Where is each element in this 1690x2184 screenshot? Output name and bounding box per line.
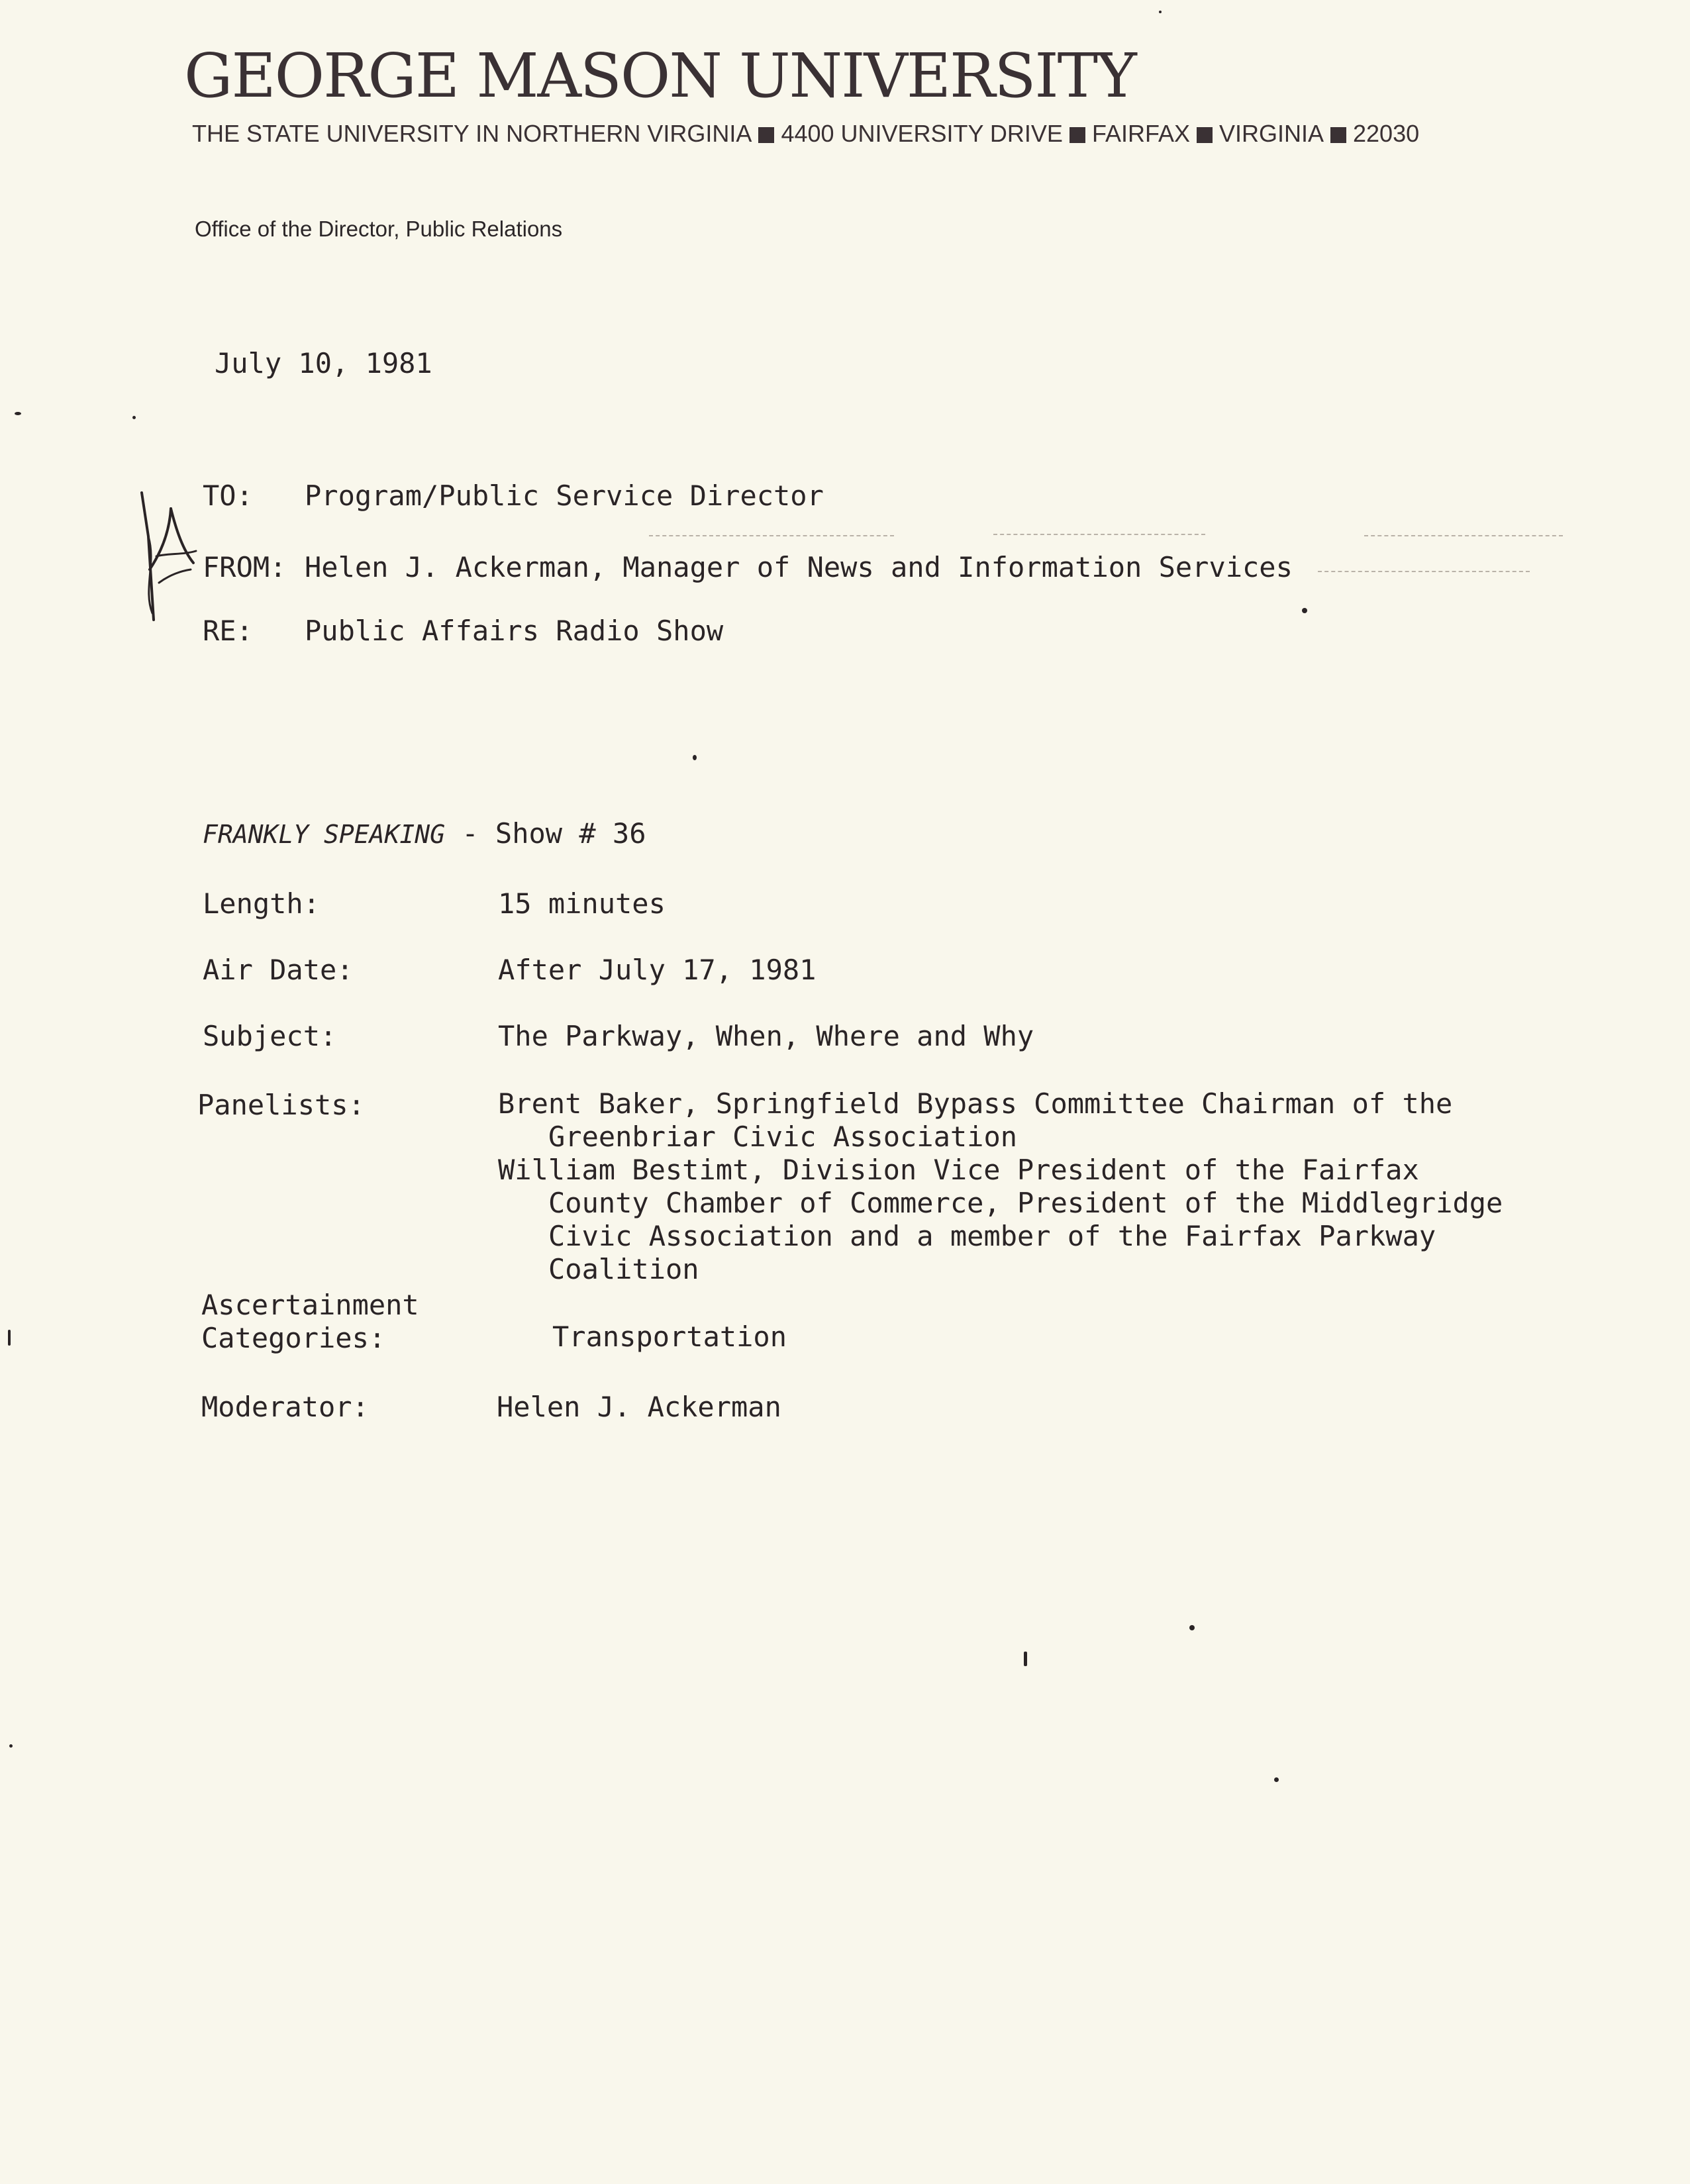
subject-value: The Parkway, When, Where and Why — [498, 1020, 1034, 1052]
faint-dotted-line — [649, 535, 894, 536]
paper-speck — [9, 1744, 13, 1748]
paper-speck — [1302, 608, 1307, 613]
letterhead-address — [192, 119, 1419, 148]
panelist-line: Greenbriar Civic Association — [548, 1120, 1018, 1153]
faint-dotted-line — [1364, 535, 1563, 536]
memo-date: July 10, 1981 — [215, 347, 432, 379]
length-value: 15 minutes — [498, 887, 666, 920]
square-bullet-icon — [1330, 127, 1346, 143]
show-number: - Show # 36 — [462, 817, 646, 850]
panelist-line: Brent Baker, Springfield Bypass Committee Chairman of the — [498, 1087, 1453, 1120]
panelists-label: Panelists: — [197, 1089, 365, 1121]
panelist-line: Coalition — [548, 1253, 699, 1285]
faint-dotted-line — [1318, 571, 1530, 572]
handwritten-initials-icon — [130, 490, 203, 622]
faint-dotted-line — [993, 534, 1205, 535]
show-title-line — [203, 817, 646, 851]
length-label: Length: — [203, 887, 321, 920]
re-label: RE: — [203, 615, 253, 647]
paper-speck — [1024, 1652, 1027, 1666]
air-date-label: Air Date: — [203, 954, 354, 986]
address-part: 22030 — [1353, 120, 1420, 147]
ascertainment-value: Transportation — [552, 1320, 787, 1353]
university-name: GEORGE MASON UNIVERSITY — [184, 40, 1136, 111]
subject-label: Subject: — [203, 1020, 337, 1052]
categories-label: Categories: — [201, 1322, 386, 1354]
paper-speck — [1274, 1777, 1279, 1782]
square-bullet-icon — [758, 127, 774, 143]
panelist-line: Civic Association and a member of the Fairfax Parkway — [548, 1220, 1436, 1252]
from-value: Helen J. Ackerman, Manager of News and Information Services — [305, 551, 1293, 583]
paper-speck — [8, 1330, 11, 1346]
paper-speck — [15, 412, 21, 415]
re-value: Public Affairs Radio Show — [305, 615, 724, 647]
from-label: FROM: — [203, 551, 287, 583]
air-date-value: After July 17, 1981 — [498, 954, 817, 986]
paper-speck — [1189, 1625, 1195, 1630]
panelist-line: County Chamber of Commerce, President of the Middlegridge — [548, 1187, 1503, 1219]
ascertainment-label: Ascertainment — [201, 1289, 419, 1321]
address-part: 4400 UNIVERSITY DRIVE — [781, 120, 1063, 147]
paper-speck — [132, 416, 136, 419]
address-part: VIRGINIA — [1218, 120, 1324, 147]
office-line: Office of the Director, Public Relations — [195, 217, 563, 241]
panelist-line: William Bestimt, Division Vice President of the Fairfax — [498, 1154, 1419, 1186]
show-title: FRANKLY SPEAKING — [203, 820, 446, 849]
paper-speck — [1159, 11, 1162, 13]
to-value: Program/Public Service Director — [305, 479, 824, 512]
address-part: THE STATE UNIVERSITY IN NORTHERN VIRGINIA — [192, 120, 752, 147]
paper-speck — [693, 755, 697, 760]
address-part: FAIRFAX — [1091, 120, 1190, 147]
square-bullet-icon — [1197, 127, 1213, 143]
moderator-value: Helen J. Ackerman — [497, 1391, 781, 1423]
to-label: TO: — [203, 479, 253, 512]
moderator-label: Moderator: — [201, 1391, 369, 1423]
square-bullet-icon — [1069, 127, 1085, 143]
